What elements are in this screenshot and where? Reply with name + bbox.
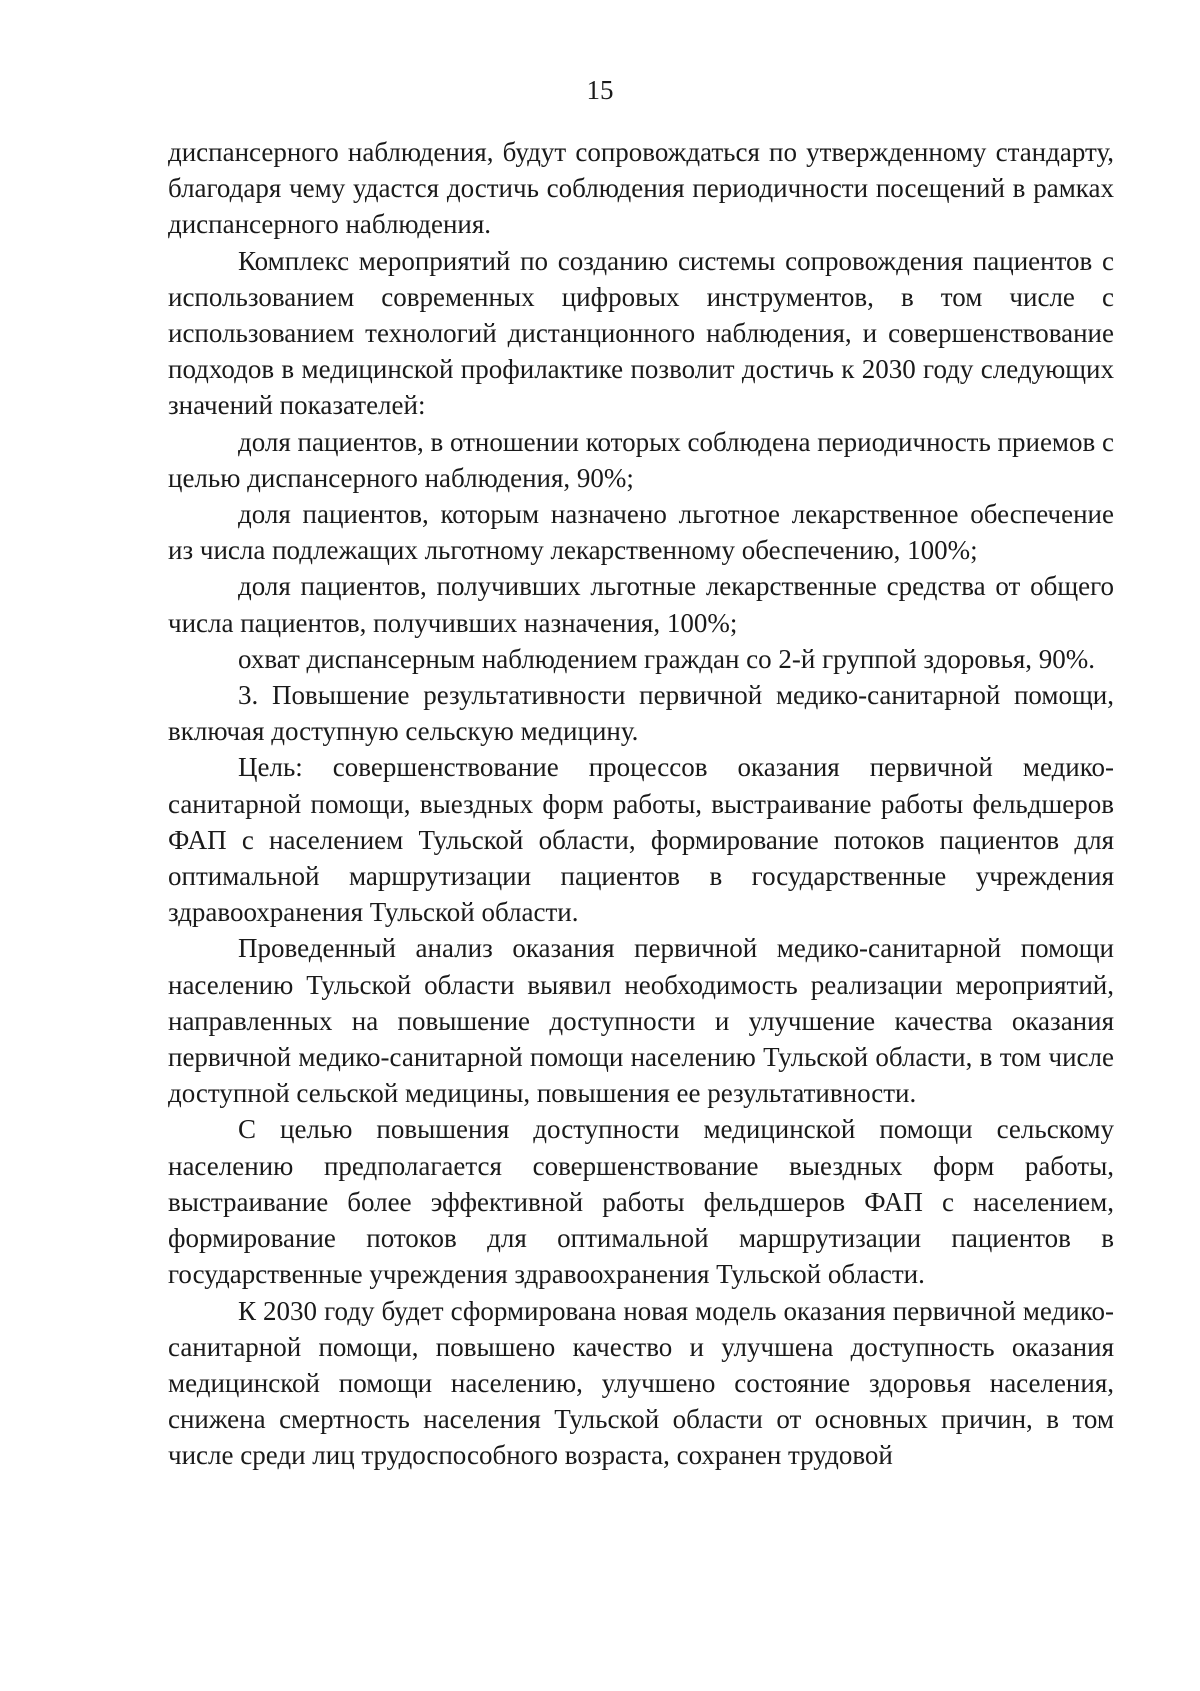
- page-number: 15: [586, 75, 614, 105]
- paragraph-measures-complex: Комплекс мероприятий по созданию системы сопровождения пациентов с использованием современных цифровых инструментов, в том числе с использованием технологий дистанционного наблюдения, и совершенствование подходов в медицинской профилактике позволит достичь к 2030 году следующих значений показателей:: [168, 245, 1114, 421]
- paragraph-goal: Цель: совершенствование процессов оказания первичной медико-санитарной помощи, выездных форм работы, выстраивание работы фельдшеров ФАП с населением Тульской области, формирование потоков пациентов для оптимальной маршрутизации пациентов в государственные учреждения здравоохранения Тульской области.: [168, 752, 1114, 928]
- paragraph-section-3-heading: 3. Повышение результативности первичной медико-санитарной помощи, включая доступную сельскую медицину.: [168, 680, 1114, 747]
- paragraph-rural-accessibility: С целью повышения доступности медицинской помощи сельскому населению предполагается совершенствование выездных форм работы, выстраивание более эффективной работы фельдшеров ФАП с населением, формирование потоков для оптимальной маршрутизации пациентов в государственные учреждения здравоохранения Тульской области.: [168, 1114, 1114, 1290]
- paragraph-indicator-preferential-prescribed: доля пациентов, которым назначено льготное лекарственное обеспечение из числа подлежащих льготному лекарственному обеспечению, 100%;: [168, 499, 1114, 566]
- paragraph-indicator-dispensary-coverage: охват диспансерным наблюдением граждан со 2-й группой здоровья, 90%.: [238, 643, 1096, 674]
- paragraph-analysis: Проведенный анализ оказания первичной медико-санитарной помощи населению Тульской области выявил необходимость реализации мероприятий, направленных на повышение доступности и улучшение качества оказания первичной медико-санитарной помощи населению Тульской области, в том числе доступной сельской медицины, повышения ее результативности.: [168, 933, 1114, 1109]
- paragraph-indicator-preferential-received: доля пациентов, получивших льготные лекарственные средства от общего числа пациентов, получивших назначения, 100%;: [168, 571, 1114, 638]
- document-body: [168, 134, 1114, 1474]
- paragraph-continuation: диспансерного наблюдения, будут сопровождаться по утвержденному стандарту, благодаря чему удастся достичь соблюдения периодичности посещений в рамках диспансерного наблюдения.: [168, 137, 1114, 240]
- paragraph-2030-model: К 2030 году будет сформирована новая модель оказания первичной медико-санитарной помощи, повышено качество и улучшена доступность оказания медицинской помощи населению, улучшено состояние здоровья населения, снижена смертность населения Тульской области от основных причин, в том числе среди лиц трудоспособного возраста, сохранен трудовой: [168, 1295, 1114, 1471]
- paragraph-indicator-periodicity: доля пациентов, в отношении которых соблюдена периодичность приемов с целью диспансерного наблюдения, 90%;: [168, 426, 1114, 493]
